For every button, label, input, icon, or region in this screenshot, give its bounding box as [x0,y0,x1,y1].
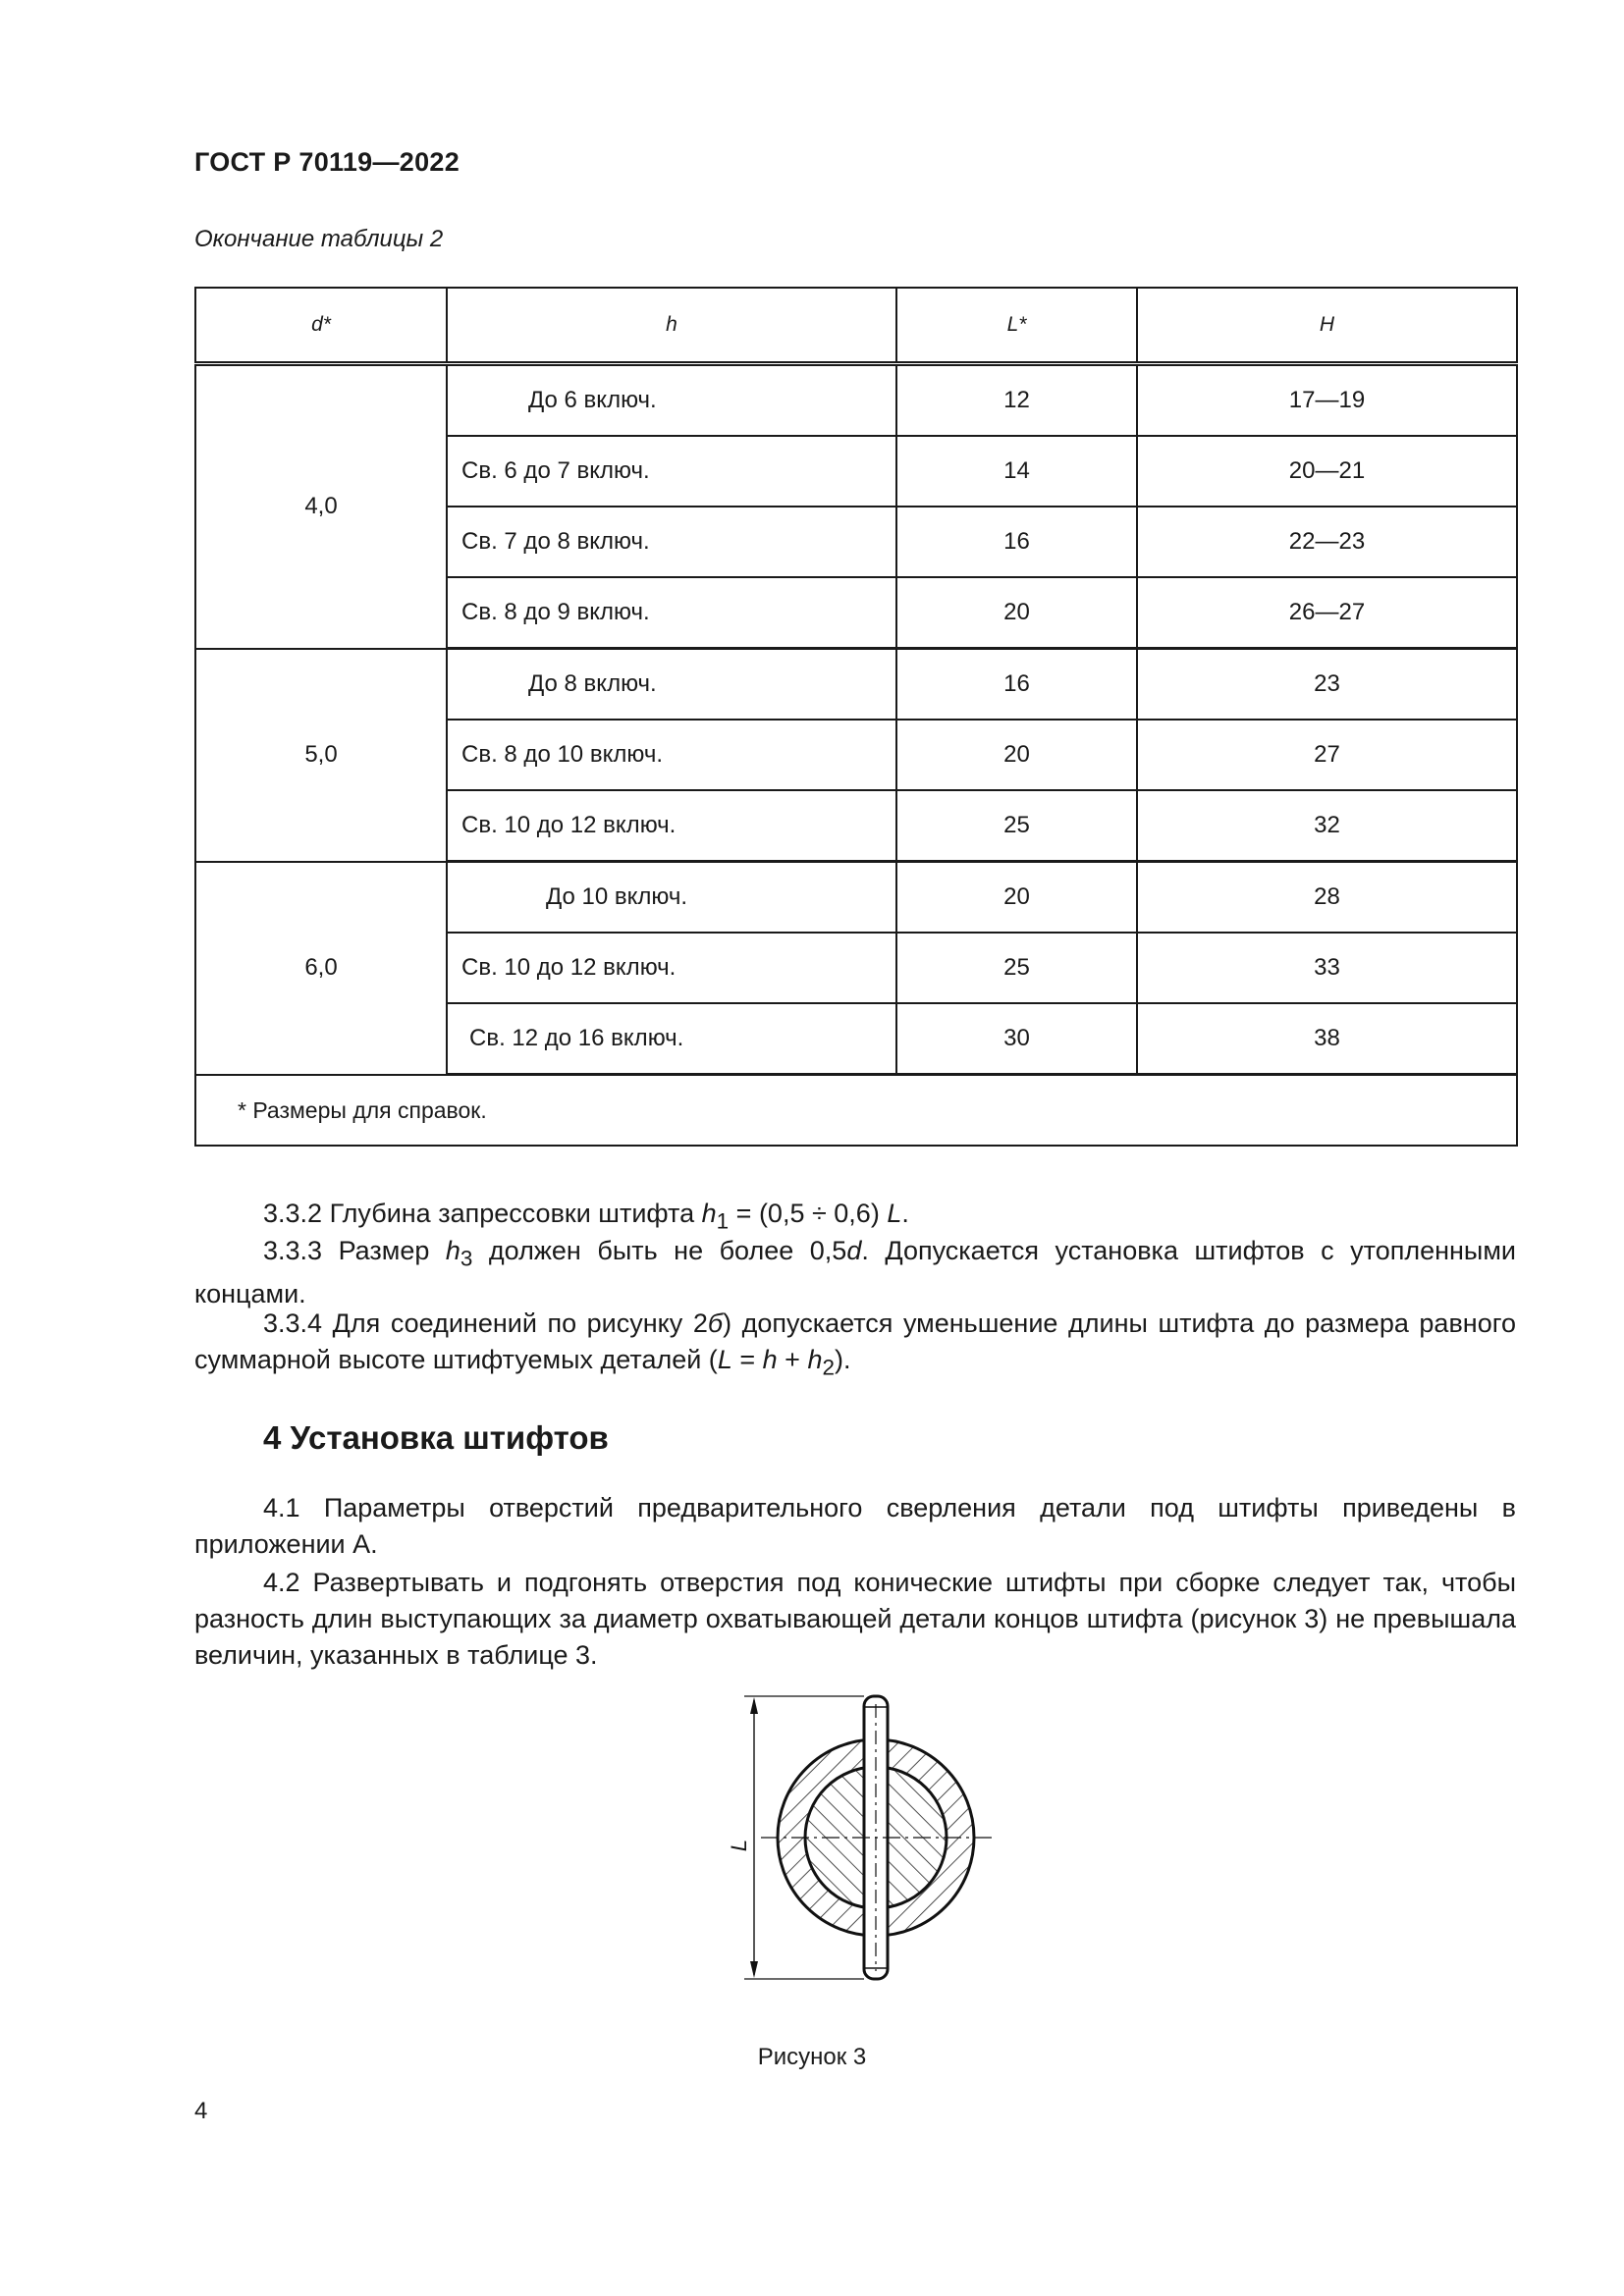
table-footnote-row [195,1075,1517,1147]
clause-number: 3.3.3 [263,1236,323,1265]
clause-number: 3.3.4 [263,1308,323,1338]
figure-caption: Рисунок 3 [757,2044,867,2070]
paragraph-3-3-4 [194,1306,1516,1385]
cell-h-upper: 32 [1137,790,1517,862]
cell-l: 16 [896,507,1137,577]
cell-h: Св. 10 до 12 включ. [447,933,896,1003]
cell-h: Св. 8 до 10 включ. [447,720,896,790]
cell-l: 20 [896,862,1137,934]
variable-h: h [701,1199,717,1228]
paragraph-text: = (0,5 ÷ 0,6) [729,1199,888,1228]
col-header-d: d* [195,288,447,364]
cell-l: 14 [896,436,1137,507]
table-row [195,649,1517,721]
table-header-row [195,288,1517,364]
cell-h-upper: 26—27 [1137,577,1517,649]
cell-h: Св. 10 до 12 включ. [447,790,896,862]
cell-l: 30 [896,1003,1137,1075]
cell-d-group: 6,0 [195,862,447,1075]
cell-h-upper: 22—23 [1137,507,1517,577]
cell-h: Св. 6 до 7 включ. [447,436,896,507]
cell-h-upper: 23 [1137,649,1517,721]
paragraph-text: . Допускается установка штифтов с утопленными концами. [194,1236,1516,1309]
paragraph-text: 4.2 Развертывать и подгонять отверстия под конические штифты при сборке следует так, чтобы разность длин выступающих за диаметр охватывающей детали концов штифта (рисунок 3) не превышала величин, указанных в таблице 3. [194,1568,1516,1670]
cell-l: 20 [896,720,1137,790]
cell-h-upper: 38 [1137,1003,1517,1075]
paragraph-text: 4.1 Параметры отверстий предварительного сверления детали под штифты приведены в приложении А. [194,1493,1516,1559]
clause-number: 3.3.2 [263,1199,323,1228]
paragraph-text: + [777,1345,808,1374]
cell-h: Св. 8 до 9 включ. [447,577,896,649]
col-header-h-upper: H [1137,288,1517,364]
subscript: 1 [716,1208,730,1234]
paragraph-text: Глубина запрессовки штифта [322,1199,702,1228]
dimensions-table [194,287,1518,1147]
variable-d: d [846,1236,862,1265]
paragraph-text: . [901,1199,909,1228]
cell-l: 25 [896,933,1137,1003]
cell-h-upper: 33 [1137,933,1517,1003]
paragraph-text: ). [834,1345,851,1374]
cell-h: Св. 12 до 16 включ. [447,1003,896,1075]
cell-h-upper: 20—21 [1137,436,1517,507]
paragraph-3-3-3 [194,1233,1516,1312]
cell-h: До 10 включ. [447,862,896,934]
cell-h: Св. 7 до 8 включ. [447,507,896,577]
table-row [195,364,1517,437]
dimension-arrow-bottom [750,1961,758,1978]
paragraph-4-1 [194,1490,1516,1563]
table-row [195,862,1517,934]
col-header-h: h [447,288,896,364]
paragraph-4-2 [194,1565,1516,1674]
variable-l: L [887,1199,902,1228]
paragraph-text: должен быть не более 0,5 [472,1236,847,1265]
paragraph-text: Для соединений по рисунку 2 [322,1308,708,1338]
page-number: 4 [194,2098,208,2124]
document-code: ГОСТ Р 70119—2022 [194,147,460,177]
paragraph-text: = [731,1345,763,1374]
cell-l: 12 [896,364,1137,437]
variable-h: h [762,1345,778,1374]
cell-d-group: 5,0 [195,649,447,862]
cell-h: До 8 включ. [447,649,896,721]
variable-l: L [717,1345,732,1374]
cell-l: 20 [896,577,1137,649]
subscript: 3 [460,1246,473,1271]
cell-h-upper: 17—19 [1137,364,1517,437]
section-title: 4 Установка штифтов [263,1419,609,1456]
table-footnote: * Размеры для справок. [195,1075,1517,1147]
variable-h: h [807,1345,823,1374]
subscript: 2 [822,1355,835,1380]
cell-l: 25 [896,790,1137,862]
cell-h-upper: 27 [1137,720,1517,790]
cell-h: До 6 включ. [447,364,896,437]
col-header-l: L* [896,288,1137,364]
cell-d-group: 4,0 [195,364,447,649]
dimension-label-l: L [727,1839,751,1852]
cell-l: 16 [896,649,1137,721]
cell-h-upper: 28 [1137,862,1517,934]
table-caption: Окончание таблицы 2 [194,226,444,252]
paragraph-text: Размер [322,1236,446,1265]
figure-ref-letter: б [707,1308,724,1338]
dimension-arrow-top [750,1697,758,1714]
pin-assembly-figure [717,1690,1011,1985]
paragraph-text: ) допускается уменьшение длины штифта до размера равного суммарной высоте штифтуемых деталей ( [194,1308,1516,1374]
variable-h: h [445,1236,460,1265]
